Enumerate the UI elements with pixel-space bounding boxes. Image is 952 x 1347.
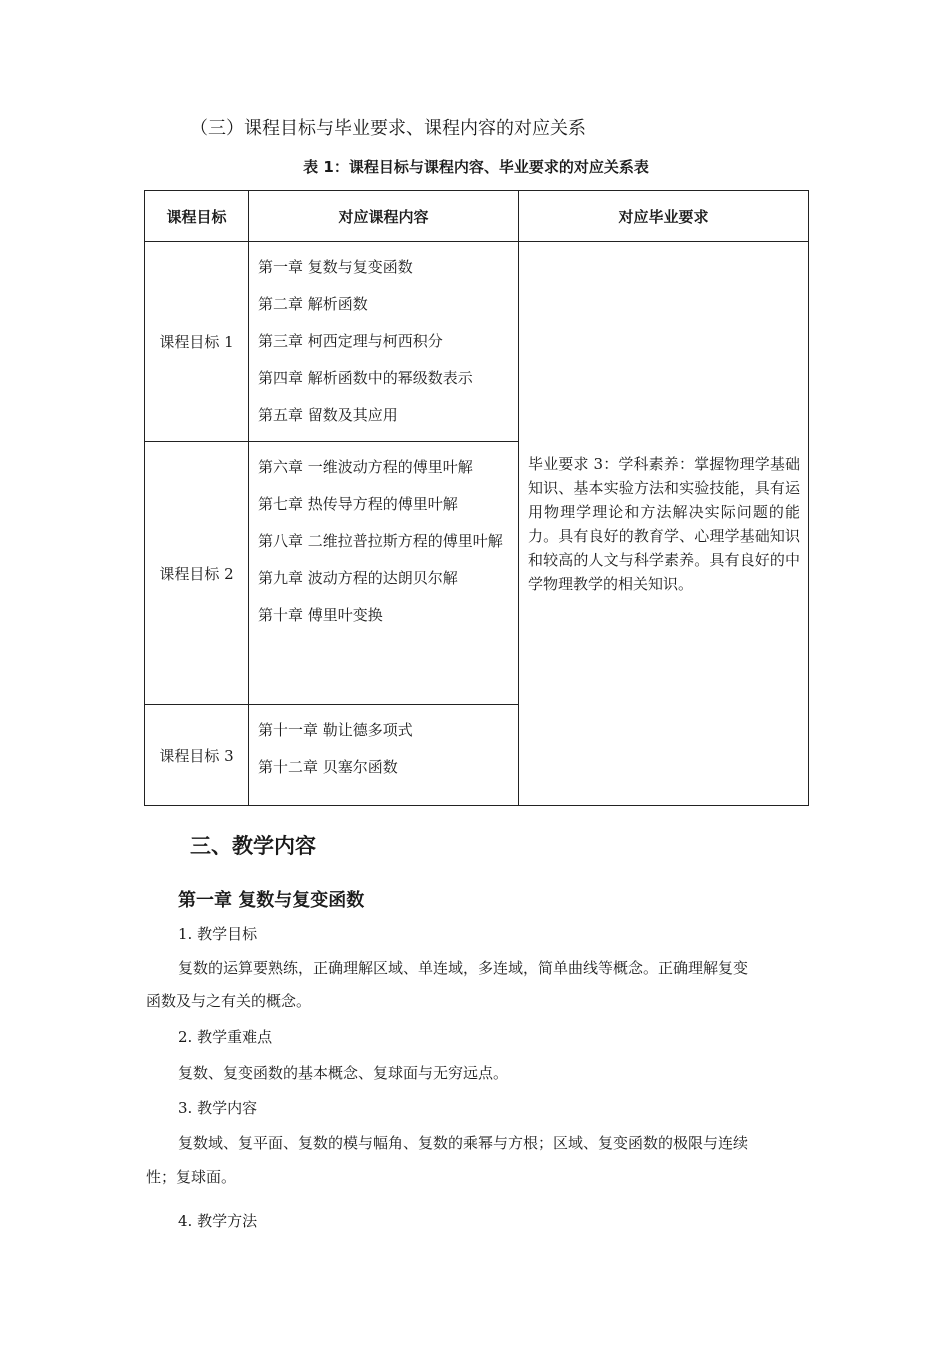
goal-label: 1. 教学目标 <box>178 925 258 943</box>
content-label: 3. 教学内容 <box>178 1099 258 1117</box>
method-label: 4. 教学方法 <box>178 1212 258 1230</box>
chapter-line: 第二章 解析函数 <box>258 295 368 313</box>
goal-cell: 课程目标 3 <box>145 705 249 806</box>
header-content: 对应课程内容 <box>249 191 519 242</box>
chapter-line: 第五章 留数及其应用 <box>258 406 398 424</box>
chapter-line: 第十一章 勒让德多项式 <box>258 721 413 739</box>
goal-text-line-1: 复数的运算要熟练，正确理解区域、单连域，多连域，简单曲线等概念。正确理解复变 <box>178 959 749 977</box>
chapter-heading: 第一章 复数与复变函数 <box>178 890 365 911</box>
goal-text-line-2: 函数及与之有关的概念。 <box>146 992 312 1010</box>
part-heading: 三、教学内容 <box>190 834 316 858</box>
chapter-line: 第一章 复数与复变函数 <box>258 258 413 276</box>
key-label: 2. 教学重难点 <box>178 1028 273 1046</box>
header-requirement: 对应毕业要求 <box>519 191 809 242</box>
table-header-row <box>145 191 809 242</box>
table-row <box>145 242 809 442</box>
table-caption: 表 1：课程目标与课程内容、毕业要求的对应关系表 <box>303 158 649 176</box>
chapter-line: 第八章 二维拉普拉斯方程的傅里叶解 <box>258 532 503 550</box>
chapter-line: 第十章 傅里叶变换 <box>258 606 383 624</box>
chapter-line: 第七章 热传导方程的傅里叶解 <box>258 495 458 513</box>
mapping-table <box>144 190 809 806</box>
content-cell <box>249 442 519 705</box>
content-text-line-2: 性；复球面。 <box>146 1168 237 1186</box>
content-cell <box>249 242 519 442</box>
chapter-line: 第十二章 贝塞尔函数 <box>258 758 398 776</box>
chapter-line: 第三章 柯西定理与柯西积分 <box>258 332 443 350</box>
requirement-cell: 毕业要求 3：学科素养：掌握物理学基础知识、基本实验方法和实验技能，具有运用物理学理论和方法解决实际问题的能力。具有良好的教育学、心理学基础知识和较高的人文与科学素养。具有良好的中学物理教学的相关知识。 <box>519 242 809 806</box>
chapter-line: 第六章 一维波动方程的傅里叶解 <box>258 458 473 476</box>
chapter-line: 第四章 解析函数中的幂级数表示 <box>258 369 473 387</box>
content-text-line-1: 复数域、复平面、复数的模与幅角、复数的乘幂与方根；区域、复变函数的极限与连续 <box>178 1134 749 1152</box>
goal-cell: 课程目标 1 <box>145 242 249 442</box>
content-cell <box>249 705 519 806</box>
header-goal: 课程目标 <box>145 191 249 242</box>
section-heading: （三）课程目标与毕业要求、课程内容的对应关系 <box>190 118 586 139</box>
key-text: 复数、复变函数的基本概念、复球面与无穷远点。 <box>178 1064 509 1082</box>
chapter-line: 第九章 波动方程的达朗贝尔解 <box>258 569 458 587</box>
goal-cell: 课程目标 2 <box>145 442 249 705</box>
